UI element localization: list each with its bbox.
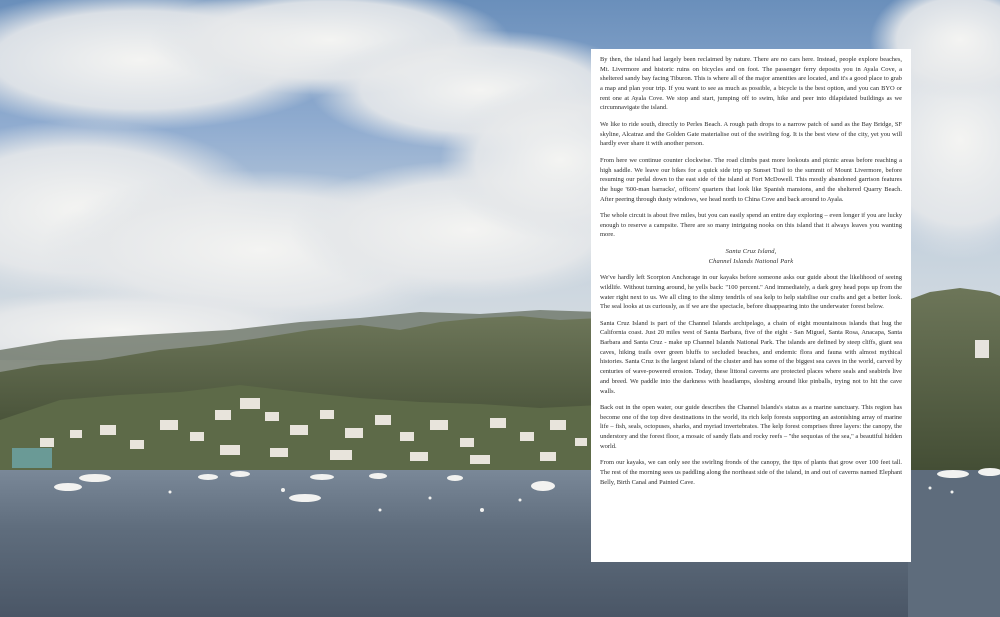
right-hill (908, 288, 1000, 470)
section-heading-line2: Channel Islands National Park (708, 257, 794, 265)
article-paragraph: From here we continue counter clockwise. The road climbs past more lookouts and picnic areas before reaching a high saddle. We leave our bikes for a quick side trip up Sunset Trail to the summit of Mount Livermore, before resuming our pedal down to the east side of the island at Fort McDowell. This mostly abandoned garrison features the huge '600-man barracks', officers' quarters that look like Spanish mansions, and the sheltered Quarry Beach. After peering through dusty windows, we head north to China Cove and back around to Ayala. (600, 156, 902, 203)
section-heading (600, 247, 902, 266)
section-heading-line1: Santa Cruz Island, (725, 247, 777, 255)
article-paragraph: We like to ride south, directly to Perles Beach. A rough path drops to a narrow patch of sand as the Bay Bridge, SF skyline, Alcatraz and the Golden Gate materialise out of the swirling fog. It is the best view of the city, yet you will hardly ever share it with another person. (600, 120, 902, 148)
article-paragraph: Back out in the open water, our guide describes the Channel Islands's status as a marine sanctuary. This region has become one of the top dive destinations in the world, its rich kelp forests supporting an astonishing array of marine life – fish, seals, octopuses, sharks, and myriad invertebrates. The kelp forest comprises three layers: the canopy, the understory and the forest floor, a mosaic of sandy flats and rocky reefs – "the sequoias of the sea," a beautiful hidden world. (600, 404, 902, 450)
article-paragraph: We've hardly left Scorpion Anchorage in our kayaks before someone asks our guide about the likelihood of seeing wildlife. Without turning around, he yells back: "100 percent." And immediately, a dark grey head pops up from the water right next to us. We all cling to the slimy tendrils of sea kelp to help stabilise our crafts and get a better look. The seal looks at us curiously, as if we are the spectacle, before disappearing into the underwater forest below. (600, 274, 902, 311)
article-paragraph: From our kayaks, we can only see the swirling fronds of the canopy, the tips of plants that grow over 100 feet tall. The rest of the morning sees us paddling along the northeast side of the island, in and out of caverns named Elephant Belly, Birth Canal and Painted Cave. (600, 459, 902, 486)
article-paragraph: Santa Cruz Island is part of the Channel Islands archipelago, a chain of eight mountainous islands that hug the California coast. Just 20 miles west of Santa Barbara, five of the eight - San Miguel, Santa Rosa, Anacapa, Santa Barbara and Santa Cruz - make up Channel Islands National Park. The islands are defined by steep cliffs, giant sea caves, hiking trails over green bluffs to secluded beaches, and endemic flora and fauna with almost mythical histories. Santa Cruz is the largest island of the cluster and has some of the biggest sea caves in the world, carved by centuries of wave-powered erosion. Today, these littoral caverns are protected places where seals and seabirds live and breed. We paddle into the darkness with headlamps, sloshing around like pinballs, trying not to hit the cave walls. (600, 319, 902, 395)
article-paragraph: By then, the island had largely been reclaimed by nature. There are no cars here. Instead, people explore beaches, Mt. Livermore and historic ruins on bicycles and on foot. The passenger ferry deposits you in Ayala Cove, a sheltered sandy bay facing Tiburon. This is where all of the major amenities are located, and it's a good place to grab a map and plan your trip. If you want to see as much as possible, a bicycle is the best option, and you can BYO or rent one at Ayala Cove. We stop and start, jumping off to swim, hike and peer into dilapidated buildings as we circumnavigate the island. (600, 56, 902, 112)
article-paragraph: The whole circuit is about five miles, but you can easily spend an entire day exploring – even longer if you are lucky enough to reserve a campsite. There are so many intriguing nooks on this island that it always leaves you wanting more. (600, 212, 902, 239)
article-text-panel (591, 49, 911, 562)
